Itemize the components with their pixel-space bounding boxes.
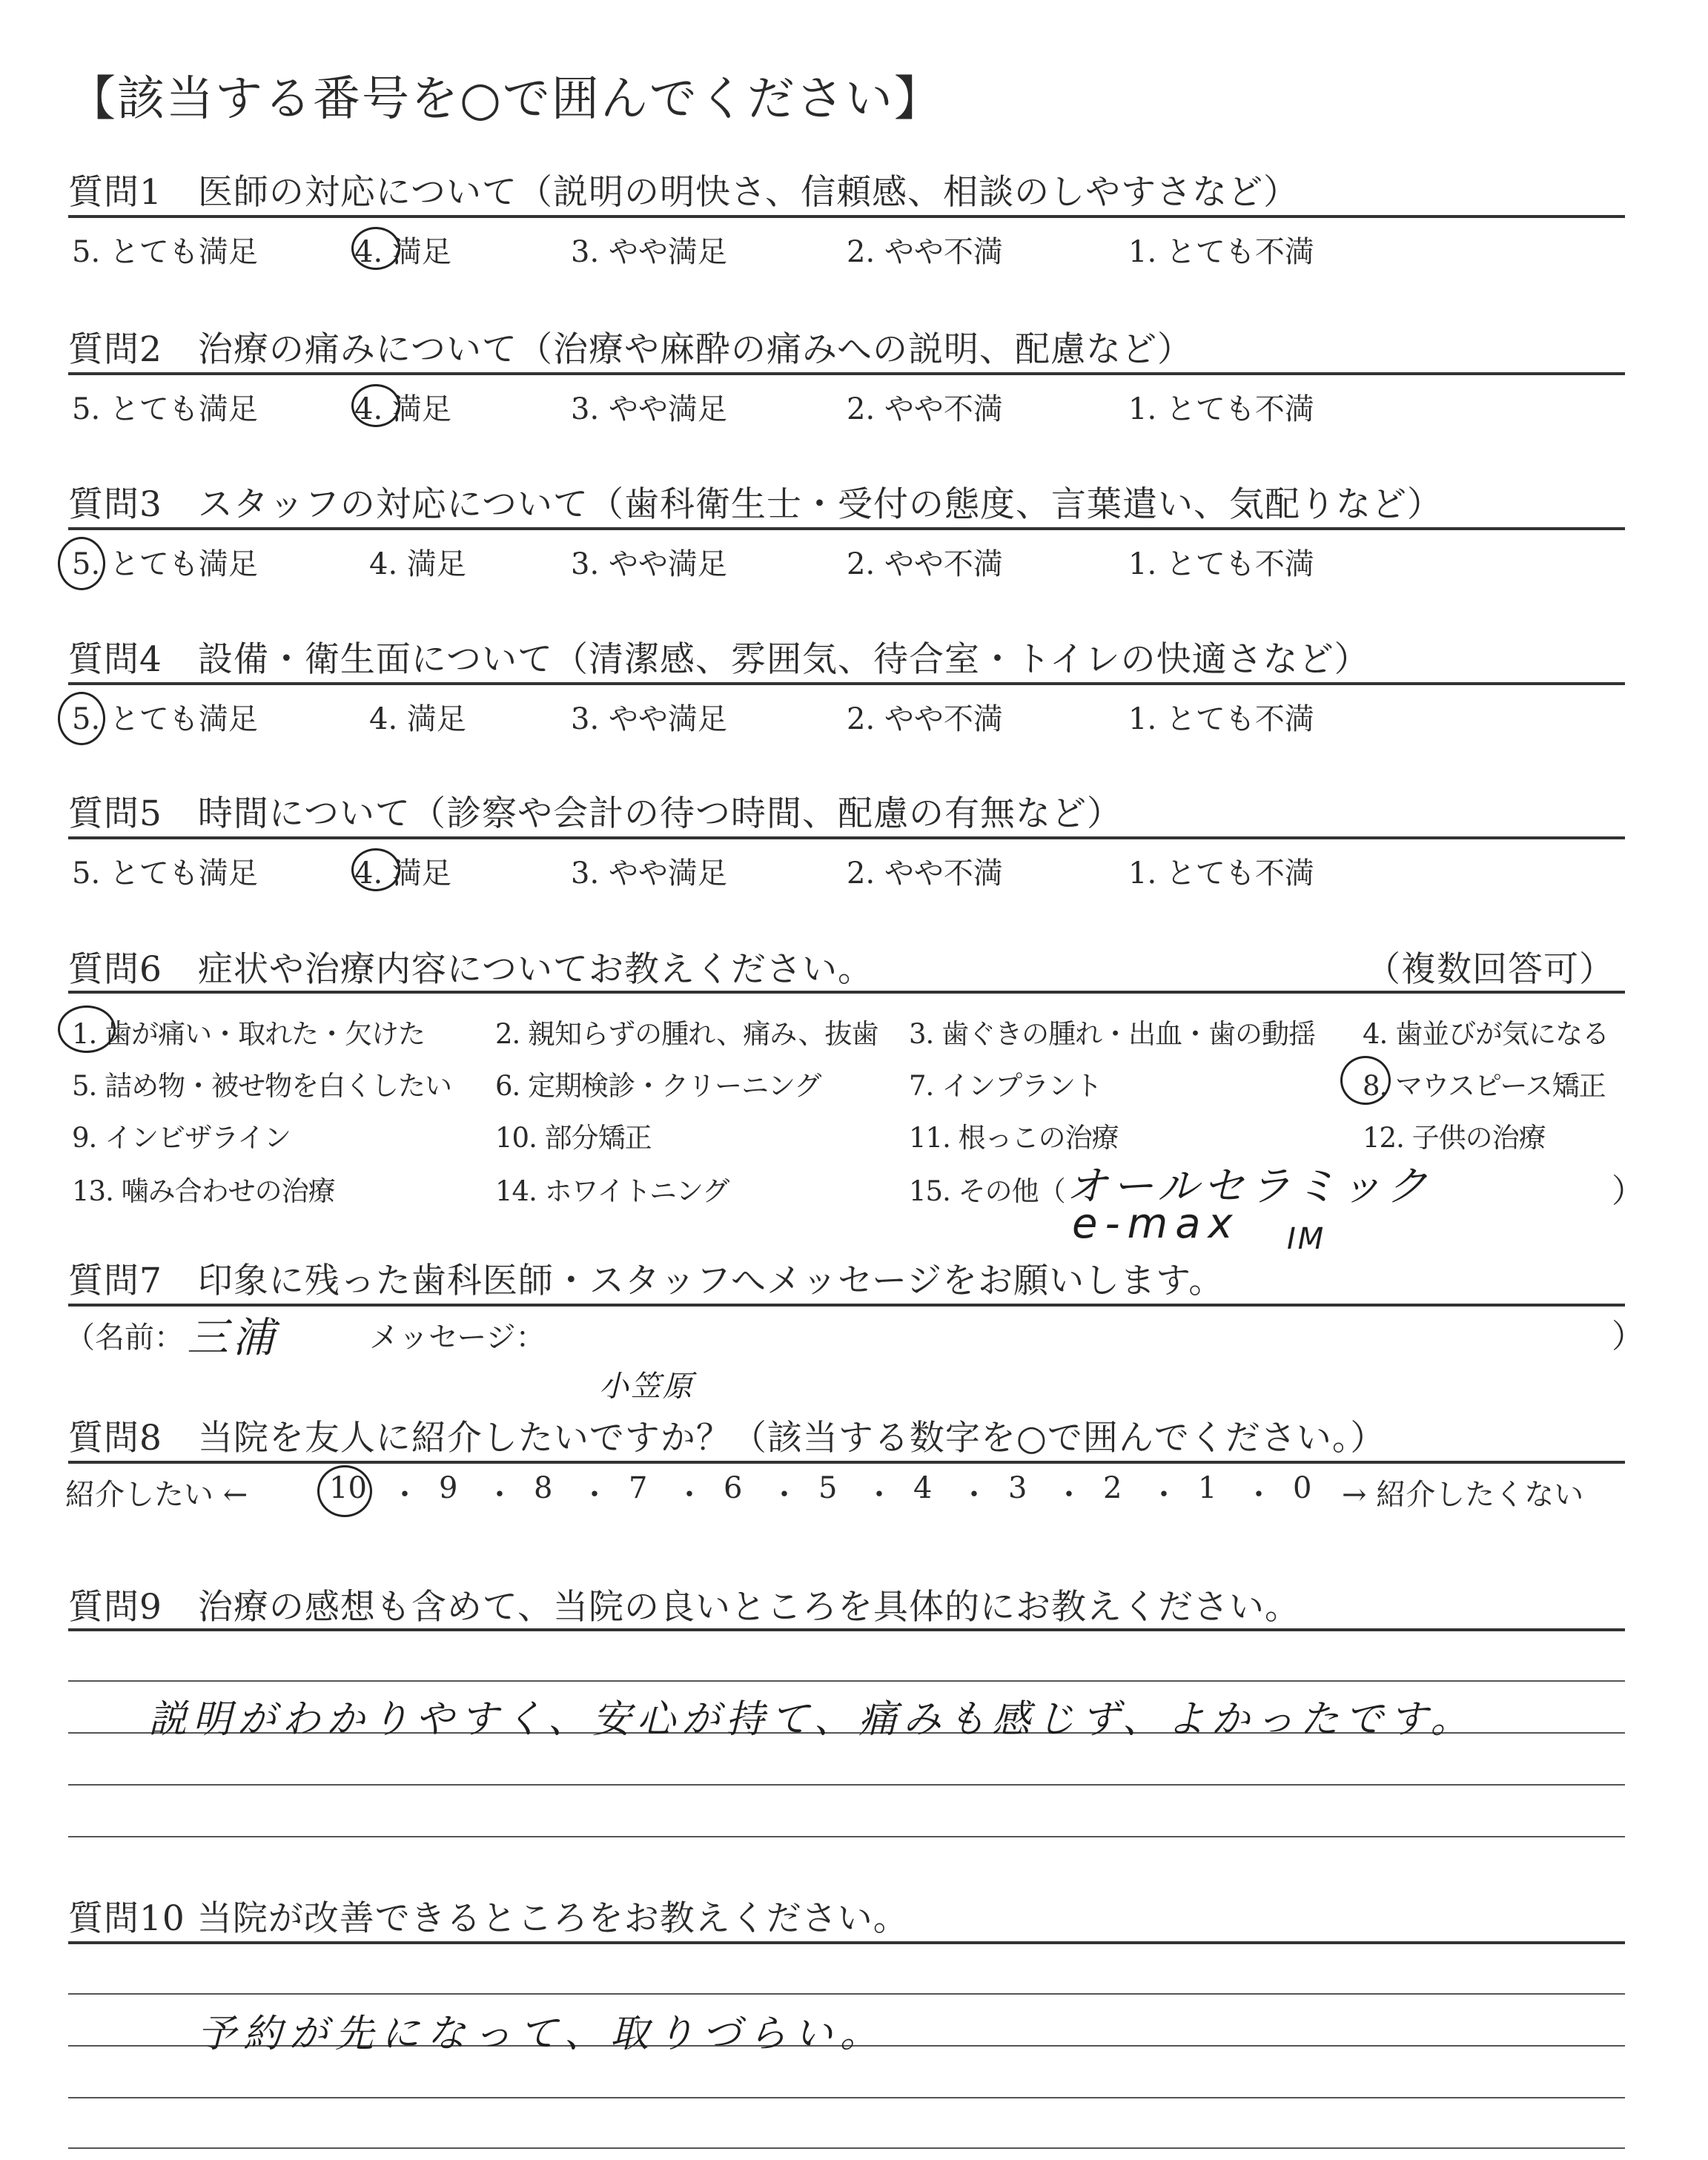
- q4-option-4[interactable]: 4. 満足: [369, 702, 466, 736]
- q1-option-5[interactable]: 5. とても満足: [72, 235, 258, 269]
- q8-scale-1[interactable]: 1: [1198, 1471, 1217, 1505]
- q6-item-4[interactable]: 4. 歯並びが気になる: [1363, 1018, 1609, 1050]
- q3-option-3[interactable]: 3. やや満足: [571, 547, 727, 581]
- q6-other-handwritten-2: e-max: [1072, 1200, 1240, 1248]
- q5-option-1[interactable]: 1. とても不満: [1128, 856, 1314, 891]
- q8-left-label: 紹介したい ←: [65, 1478, 248, 1512]
- q6-item-9[interactable]: 9. インビザライン: [72, 1122, 291, 1154]
- q5-option-5[interactable]: 5. とても満足: [72, 856, 258, 891]
- q8-scale-10[interactable]: 10: [329, 1471, 367, 1505]
- q8-sep: ・: [1149, 1478, 1179, 1512]
- q4-rule: [68, 682, 1625, 685]
- q4-option-5[interactable]: 5. とても満足: [72, 702, 258, 736]
- form-header: 【該当する番号を○で囲んでください】: [68, 72, 943, 127]
- q1-rule: [68, 215, 1625, 218]
- q8-sep: ・: [485, 1478, 514, 1512]
- q3-option-5[interactable]: 5. とても満足: [72, 547, 258, 581]
- q2-title: 質問2 治療の痛みについて（治療や麻酔の痛みへの説明、配慮など）: [68, 329, 1194, 370]
- q4-option-3[interactable]: 3. やや満足: [571, 702, 727, 736]
- q2-selection-circle: [351, 384, 400, 427]
- q8-sep: ・: [959, 1478, 989, 1512]
- q6-item-3[interactable]: 3. 歯ぐきの腫れ・出血・歯の動揺: [909, 1018, 1316, 1050]
- q8-sep: ・: [675, 1478, 704, 1512]
- q1-title: 質問1 医師の対応について（説明の明快さ、信頼感、相談のしやすさなど）: [68, 172, 1300, 213]
- q7-name-label: （名前：: [65, 1321, 184, 1355]
- q3-rule: [68, 527, 1625, 530]
- q4-selection-circle: [58, 692, 105, 745]
- q6-item-7[interactable]: 7. インプラント: [909, 1070, 1102, 1102]
- q7-message-label: メッセージ：: [369, 1321, 546, 1355]
- q5-selection-circle: [351, 848, 400, 891]
- q7-close: ）: [1612, 1318, 1644, 1355]
- q6-other-handwritten-3: IM: [1287, 1222, 1326, 1256]
- q5-option-3[interactable]: 3. やや満足: [571, 856, 727, 891]
- q9-title: 質問9 治療の感想も含めて、当院の良いところを具体的にお教えください。: [68, 1587, 1300, 1628]
- q7-title: 質問7 印象に残った歯科医師・スタッフへメッセージをお願いします。: [68, 1261, 1225, 1301]
- q6-item-10[interactable]: 10. 部分矯正: [495, 1122, 652, 1154]
- q10-answer-line-1: [68, 1993, 1625, 1995]
- q8-sep: ・: [580, 1478, 609, 1512]
- q8-scale-2[interactable]: 2: [1103, 1471, 1122, 1505]
- q2-option-3[interactable]: 3. やや満足: [571, 392, 727, 426]
- q8-scale-8[interactable]: 8: [534, 1471, 553, 1505]
- q8-rule: [68, 1461, 1625, 1464]
- q8-scale-6[interactable]: 6: [724, 1471, 743, 1505]
- q6-other-close: ）: [1612, 1172, 1644, 1210]
- q1-option-1[interactable]: 1. とても不満: [1128, 235, 1314, 269]
- q8-sep: ・: [390, 1478, 420, 1512]
- q8-right-label: → 紹介したくない: [1342, 1478, 1584, 1512]
- q6-multiple-note: （複数回答可）: [1366, 949, 1615, 990]
- q9-answer-handwritten[interactable]: 説明がわかりやすく、安心が持て、痛みも感じず、よかったです。: [148, 1697, 1475, 1742]
- q9-rule: [68, 1628, 1625, 1631]
- q8-title: 質問8 当院を友人に紹介したいですか？（該当する数字を○で囲んでください。）: [68, 1418, 1386, 1459]
- q6-item-13[interactable]: 13. 噛み合わせの治療: [72, 1175, 335, 1207]
- q3-option-2[interactable]: 2. やや不満: [847, 547, 1003, 581]
- q10-rule: [68, 1941, 1625, 1944]
- q6-item-1[interactable]: 1. 歯が痛い・取れた・欠けた: [72, 1018, 426, 1050]
- q1-selection-circle: [351, 227, 400, 270]
- q6-title: 質問6 症状や治療内容についてお教えください。: [68, 949, 873, 990]
- q1-option-4[interactable]: 4. 満足: [354, 235, 451, 269]
- q8-scale-7[interactable]: 7: [629, 1471, 648, 1505]
- q5-rule: [68, 836, 1625, 839]
- q6-item-2[interactable]: 2. 親知らずの腫れ、痛み、抜歯: [495, 1018, 878, 1050]
- q7-message-handwritten[interactable]: 小笠原: [599, 1370, 695, 1404]
- q9-answer-line-3: [68, 1784, 1625, 1786]
- q3-title: 質問3 スタッフの対応について（歯科衛生士・受付の態度、言葉遣い、気配りなど）: [68, 484, 1443, 525]
- q8-sep: ・: [1054, 1478, 1084, 1512]
- q7-name-handwritten[interactable]: 三浦: [187, 1314, 279, 1362]
- q6-item-15[interactable]: 15. その他（: [909, 1175, 1065, 1207]
- q1-option-2[interactable]: 2. やや不満: [847, 235, 1003, 269]
- q8-sep: ・: [864, 1478, 894, 1512]
- q4-option-2[interactable]: 2. やや不満: [847, 702, 1003, 736]
- q10-answer-line-3: [68, 2097, 1625, 2098]
- q8-scale-3[interactable]: 3: [1008, 1471, 1027, 1505]
- q8-scale-5[interactable]: 5: [818, 1471, 838, 1505]
- q6-selection-circle-8: [1340, 1056, 1391, 1105]
- q4-option-1[interactable]: 1. とても不満: [1128, 702, 1314, 736]
- q1-option-3[interactable]: 3. やや満足: [571, 235, 727, 269]
- q4-title: 質問4 設備・衛生面について（清潔感、雰囲気、待合室・トイレの快適さなど）: [68, 639, 1370, 680]
- q3-option-1[interactable]: 1. とても不満: [1128, 547, 1314, 581]
- q8-scale-0[interactable]: 0: [1293, 1471, 1312, 1505]
- q3-option-4[interactable]: 4. 満足: [369, 547, 466, 581]
- q2-option-4[interactable]: 4. 満足: [354, 392, 451, 426]
- q8-selection-circle: [317, 1465, 372, 1517]
- q9-answer-line-4: [68, 1836, 1625, 1837]
- q8-sep: ・: [769, 1478, 799, 1512]
- q8-scale-4[interactable]: 4: [913, 1471, 933, 1505]
- q5-option-2[interactable]: 2. やや不満: [847, 856, 1003, 891]
- q6-other-handwritten-1: オールセラミック: [1066, 1163, 1432, 1211]
- q6-item-11[interactable]: 11. 根っこの治療: [909, 1122, 1119, 1154]
- q6-selection-circle-1: [58, 1005, 116, 1053]
- q6-item-5[interactable]: 5. 詰め物・被せ物を白くしたい: [72, 1070, 452, 1102]
- q3-selection-circle: [58, 537, 105, 590]
- q8-scale-9[interactable]: 9: [439, 1471, 458, 1505]
- q2-option-2[interactable]: 2. やや不満: [847, 392, 1003, 426]
- q6-item-8[interactable]: 8. マウスピース矯正: [1363, 1070, 1606, 1102]
- q6-item-6[interactable]: 6. 定期検診・クリーニング: [495, 1070, 821, 1102]
- q2-option-1[interactable]: 1. とても不満: [1128, 392, 1314, 426]
- q10-answer-line-4: [68, 2147, 1625, 2149]
- q7-rule: [68, 1304, 1625, 1307]
- q6-rule: [68, 991, 1625, 994]
- q8-sep: ・: [1244, 1478, 1274, 1512]
- q10-title: 質問10 当院が改善できるところをお教えください。: [68, 1898, 909, 1939]
- q6-item-12[interactable]: 12. 子供の治療: [1363, 1122, 1546, 1154]
- q5-title: 質問5 時間について（診察や会計の待つ時間、配慮の有無など）: [68, 793, 1122, 834]
- q5-option-4[interactable]: 4. 満足: [354, 856, 451, 891]
- q2-option-5[interactable]: 5. とても満足: [72, 392, 258, 426]
- q9-answer-line-1: [68, 1680, 1625, 1682]
- q2-rule: [68, 372, 1625, 375]
- q6-item-14[interactable]: 14. ホワイトニング: [495, 1175, 729, 1207]
- q10-answer-handwritten[interactable]: 予約が先になって、取りづらい。: [197, 2012, 886, 2056]
